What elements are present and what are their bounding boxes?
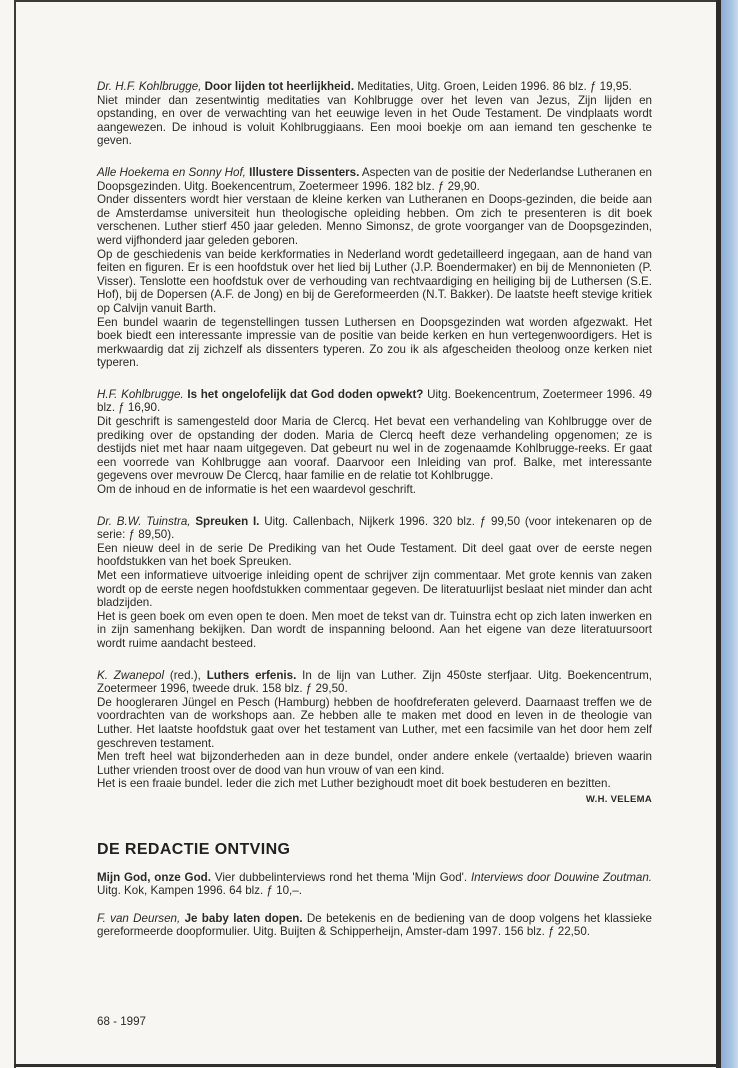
review-citation <box>97 388 652 415</box>
review-paragraph: Dit geschrift is samengesteld door Maria de Clercq. Het bevat een verhandeling van Kohlbrugge over de prediking over de opstanding der doden. Maria de Clercq heeft deze verhandeling opgenomen; ze is destijds niet met haar naam uitgegeven. Dat gebeurt nu wel in de zogenaamde Kohlbrugge-reeks. Er gaat een voorrede van Kohlbrugge aan vooraf. Daarvoor een Inleiding van prof. Balke, met interessante gegevens over mevrouw De Clercq, haar familie en de relatie tot Kohlbrugge. <box>97 415 652 483</box>
review-editor: (red.), <box>164 668 201 682</box>
received-title: Je baby laten dopen. <box>184 911 303 925</box>
received-author: F. van Deursen, <box>97 911 181 925</box>
review-author: Alle Hoekema en Sonny Hof, <box>97 165 246 179</box>
review-kohlbrugge-lijden <box>97 80 652 148</box>
received-interviewer: Interviews door Douwine Zoutman. <box>470 870 652 884</box>
review-details: Aspecten van de positie der Nederlandse Lutheranen en Doopsgezinden. Uitg. Boekencentrum, Zoetermeer 1996. 182 blz. ƒ 29,90. <box>97 165 652 193</box>
review-details: Uitg. Boekencentrum, Zoetermeer 1996. 49 blz. ƒ 16,90. <box>97 387 653 415</box>
review-kohlbrugge-opwekt <box>97 388 652 497</box>
section-heading: DE REDACTIE ONTVING <box>97 840 291 858</box>
review-details: Meditaties, Uitg. Groen, Leiden 1996. 86 blz. ƒ 19,95. <box>354 80 632 93</box>
review-title: Illustere Dissenters. <box>249 165 360 179</box>
review-paragraph: Het is geen boek om even open te doen. Men moet de tekst van dr. Tuinstra echt op zich laten inwerken en in zijn samenhang bekijken. Dan wordt de inspanning beloond. Aan het eigene van deze literatuursoort wordt ruime aandacht besteed. <box>97 609 652 650</box>
review-luthers-erfenis <box>97 669 652 807</box>
review-title: Is het ongelofelijk dat God doden opwekt? <box>187 387 424 401</box>
received-item-mijn-god <box>97 871 652 898</box>
review-paragraph: Onder dissenters wordt hier verstaan de kleine kerken van Lutheranen en Doops-gezinden, die beide aan de Amsterdamse universiteit hun theologische opleiding hebben. Om zich te presenteren is dit boek verschenen. Luther stierf 450 jaar geleden. Menno Simonsz, de grote voorganger van de Doopsgezinden, werd vijfhonderd jaar geleden geboren. <box>97 193 652 247</box>
review-paragraph: Om de inhoud en de informatie is het een waardevol geschrift. <box>97 483 417 497</box>
review-author: Dr. H.F. Kohlbrugge, <box>97 80 202 93</box>
review-paragraph: Men treft heel wat bijzonderheden aan in deze bundel, onder andere enkele (vertaalde) brieven waarin Luther vrienden troost over de dood van hun vrouw of van een kind. <box>97 750 652 777</box>
review-paragraph: Het is een fraaie bundel. Ieder die zich met Luther bezighoudt moet dit boek bestuderen en bezitten. <box>97 777 611 791</box>
received-title: Mijn God, onze God. <box>97 870 211 884</box>
received-publisher: Uitg. Kok, Kampen 1996. 64 blz. ƒ 10,–. <box>97 884 302 898</box>
review-spreuken <box>97 515 652 651</box>
reviewer-signature: W.H. VELEMA <box>585 793 652 805</box>
review-paragraph: De hoogleraren Jüngel en Pesch (Hamburg) hebben de hoofdreferaten geleverd. Daarnaast treffen we de voordrachten van de workshops aan. Ze hebben alle te maken met dood en leven in de theologie van Luther. Het laatste hoofdstuk gaat over het testament van Luther, met een facsimile van het door hem zelf geschreven testament. <box>97 695 652 750</box>
received-details: De betekenis en de bediening van de doop volgens het klassieke gereformeerde doopformulier. Uitg. Buijten & Schipperheijn, Amster-dam 1997. 156 blz. ƒ 22,50. <box>97 911 652 939</box>
review-paragraph: Een nieuw deel in de serie De Prediking van het Oude Testament. Dit deel gaat over de eerste negen hoofdstukken van het boek Spreuken. <box>97 541 652 569</box>
page-frame-left <box>14 0 16 1068</box>
review-author: Dr. B.W. Tuinstra, <box>97 514 191 528</box>
page-frame-bottom <box>14 1064 724 1067</box>
review-author: H.F. Kohlbrugge. <box>97 387 184 401</box>
review-citation <box>97 80 652 94</box>
review-illustere-dissenters <box>97 166 652 370</box>
review-author: K. Zwanepol <box>97 668 165 682</box>
review-details: Uitg. Callenbach, Nijkerk 1996. 320 blz. ƒ 99,50 (voor intekenaren op de serie: ƒ 89,50). <box>97 514 652 542</box>
review-details: In de lijn van Luther. Zijn 450ste sterfjaar. Uitg. Boekencentrum, Zoetermeer 1996, tweede druk. 158 blz. ƒ 29,50. <box>97 668 652 696</box>
review-title: Spreuken I. <box>195 514 260 528</box>
review-citation <box>97 669 652 696</box>
review-paragraph: Niet minder dan zesentwintig meditaties van Kohlbrugge over het leven van Jezus, Zijn lijden en opstanding, en over de verwachting van het eeuwige leven in het Oude Testament. De vindplaats wordt aangewezen. De inhoud is voluit Kohlbruggiaans. Een mooi boekje om aan iemand ten geschenke te geven. <box>97 93 652 148</box>
review-title: Door lijden tot heerlijkheid. <box>204 80 355 93</box>
review-title: Luthers erfenis. <box>206 668 297 682</box>
page-content <box>97 80 652 953</box>
review-citation <box>97 166 652 193</box>
scan-edge <box>721 0 738 1068</box>
page-number: 68 - 1997 <box>97 1015 146 1028</box>
review-paragraph: Een bundel waarin de tegenstellingen tussen Luthersen en Doopsgezinden wat worden afgezwakt. Het boek biedt een interessante impressie van de positie van beide kerken en hun vertegenwoordigers. Het is merkwaardig dat zij zichzelf als dissenters typeren. Zo zou ik als afgescheiden theoloog onze kerken niet typeren. <box>97 315 652 370</box>
review-paragraph: Met een informatieve uitvoerige inleiding opent de schrijver zijn commentaar. Met grote kennis van zaken wordt op de eerste negen hoofdstukken commentaar gegeven. De literatuurlijst beslaat niet minder dan acht bladzijden. <box>97 569 652 610</box>
received-item-baby-dopen <box>97 912 652 939</box>
review-paragraph: Op de geschiedenis van beide kerkformaties in Nederland wordt gedetailleerd ingegaan, aan de hand van feiten en figuren. Er is een hoofdstuk over het lied bij Luther (J.P. Boendermaker) en bij de Mennonieten (P. Visser). Tenslotte een hoofdstuk over de verhouding van rechtvaardiging en heiliging bij de Luthersen (S.E. Hof), bij de Dopersen (A.F. de Jong) en bij de Gereformeerden (N.T. Bakker). De laatste heeft stevige kritiek op Calvijn vanuit Barth. <box>97 247 652 315</box>
review-citation <box>97 515 652 542</box>
received-details: Vier dubbelinterviews rond het thema 'Mijn God'. <box>210 870 471 884</box>
page-frame-top <box>14 0 730 2</box>
